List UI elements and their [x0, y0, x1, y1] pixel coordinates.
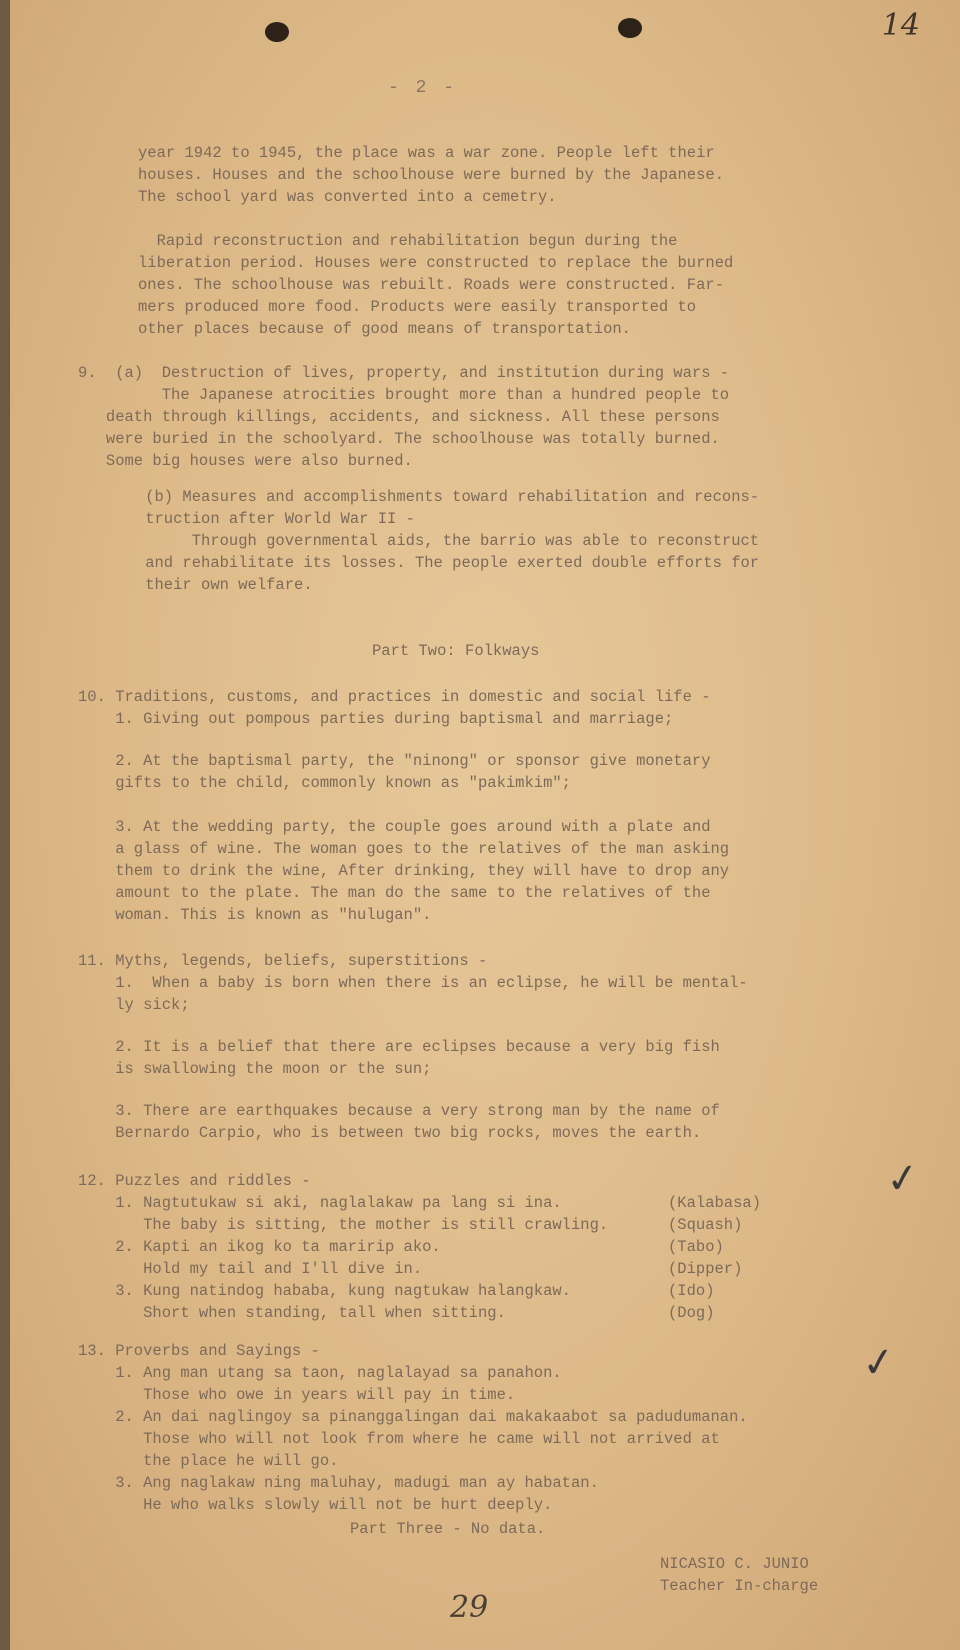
- riddle-row: [78, 1236, 761, 1258]
- item-11-point-2: 2. It is a belief that there are eclipses because a very big fish is swallowing the moon or the sun;: [115, 1038, 720, 1078]
- document-page: [10, 0, 960, 1650]
- handwritten-page-number: 29: [450, 1590, 489, 1625]
- riddle-text: 3. Kung natindog hababa, kung nagtukaw halangkaw.: [78, 1282, 571, 1300]
- riddles-list: [78, 1192, 761, 1324]
- riddle-text: Hold my tail and I'll dive in.: [78, 1260, 423, 1278]
- signature-block: [660, 1553, 818, 1597]
- corner-page-number: 14: [881, 8, 920, 43]
- punch-hole-left: [265, 22, 289, 42]
- riddle-text: The baby is sitting, the mother is still crawling.: [78, 1216, 609, 1234]
- item-10-point-3: 3. At the wedding party, the couple goes around with a plate and a glass of wine. The woman goes to the relatives of the man asking them to drink the wine, After drinking, they will have to drop any amount to the plate. The man do the same to the relatives of the woman. This is known as "hulugan".: [115, 818, 730, 924]
- item-10-title: 10. Traditions, customs, and practices in domestic and social life -: [78, 688, 711, 706]
- item-10-point-2: 2. At the baptismal party, the "ninong" or sponsor give monetary gifts to the child, commonly known as "pakimkim";: [115, 752, 711, 792]
- item-13-title: 13. Proverbs and Sayings -: [78, 1342, 320, 1360]
- item-9b: (b) Measures and accomplishments toward rehabilitation and recons- truction after World War II - Through governmental aids, the barrio was able to reconstruct and rehabilitate its losses. The people exerted double efforts for their own welfare.: [145, 488, 760, 594]
- item-10-point-1: 1. Giving out pompous parties during baptismal and marriage;: [78, 710, 674, 728]
- riddle-row: [78, 1302, 761, 1324]
- item-11-point-3: 3. There are earthquakes because a very strong man by the name of Bernardo Carpio, who is between two big rocks, moves the earth.: [115, 1102, 720, 1142]
- punch-hole-right: [618, 18, 642, 38]
- riddle-text: 1. Nagtutukaw si aki, naglalakaw pa lang si ina.: [78, 1194, 562, 1212]
- riddle-answer: (Tabo): [668, 1238, 724, 1256]
- signature-title: Teacher In-charge: [660, 1577, 819, 1595]
- riddle-text: 2. Kapti an ikog ko ta maririp ako.: [78, 1238, 441, 1256]
- item-11-point-1: 1. When a baby is born when there is an eclipse, he will be mental- ly sick;: [115, 974, 748, 1014]
- riddle-row: [78, 1214, 761, 1236]
- part-three-note: Part Three - No data.: [350, 1520, 546, 1538]
- checkmark-icon: ✓: [858, 1337, 899, 1389]
- checkmark-icon: ✓: [882, 1153, 923, 1205]
- item-12-title: 12. Puzzles and riddles -: [78, 1172, 311, 1190]
- riddle-text: Short when standing, tall when sitting.: [78, 1304, 506, 1322]
- reconstruction-paragraph: Rapid reconstruction and rehabilitation begun during the liberation period. Houses were constructed to replace the burned ones. The schoolhouse was rebuilt. Roads were constructed. Far- mers produced more food. Products were easily transported to other places because of good means of transportation.: [138, 232, 734, 338]
- riddle-row: [78, 1192, 761, 1214]
- item-11-title: 11. Myths, legends, beliefs, superstitions -: [78, 952, 488, 970]
- part-two-heading: Part Two: Folkways: [372, 642, 540, 660]
- riddle-answer: (Squash): [668, 1216, 743, 1234]
- riddle-row: [78, 1280, 761, 1302]
- signature-name: NICASIO C. JUNIO: [660, 1555, 809, 1573]
- item-13-body: 1. Ang man utang sa taon, naglalayad sa panahon. Those who owe in years will pay in time. 2. An dai naglingoy sa pinanggalingan dai makakaabot sa padudumanan. Those who will not look from where he came will not arrived at the place he will go. 3. Ang naglakaw ning maluhay, madugi man ay habatan. He who walks slowly will not be hurt deeply.: [115, 1364, 748, 1514]
- riddle-answer: (Dipper): [668, 1260, 743, 1278]
- war-continuation: year 1942 to 1945, the place was a war zone. People left their houses. Houses and the schoolhouse were burned by the Japanese. The school yard was converted into a cemetry.: [138, 144, 724, 206]
- riddle-answer: (Ido): [668, 1282, 715, 1300]
- riddle-answer: (Kalabasa): [668, 1194, 762, 1212]
- page-number: - 2 -: [388, 78, 458, 98]
- riddle-row: [78, 1258, 761, 1280]
- riddle-answer: (Dog): [668, 1304, 715, 1322]
- item-9a: 9. (a) Destruction of lives, property, and institution during wars - The Japanese atrocities brought more than a hundred people to death through killings, accidents, and sickness. All these persons were buried in the schoolyard. The schoolhouse was totally burned. Some big houses were also burned.: [78, 364, 730, 470]
